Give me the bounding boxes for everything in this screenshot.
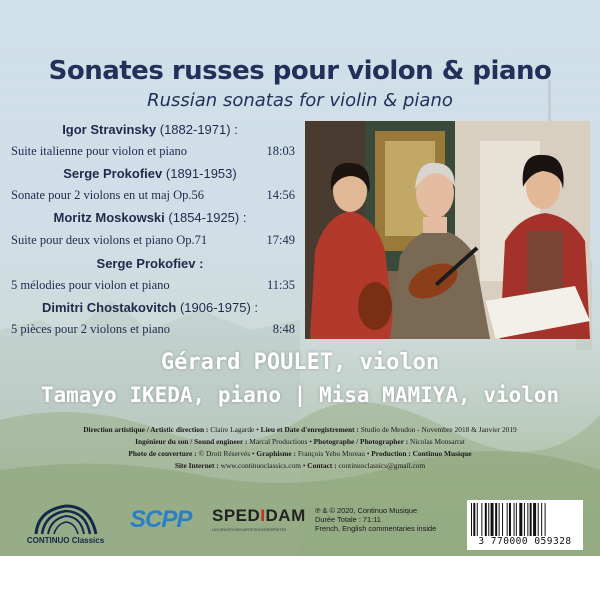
track-row xyxy=(11,144,295,159)
work-title: Suite italienne pour violon et piano xyxy=(11,144,188,158)
work-duration: 17:49 xyxy=(266,233,295,247)
credit-value: Nicolas Monsarrat xyxy=(410,437,465,446)
barcode-bar xyxy=(473,503,475,536)
barcode-bar xyxy=(485,503,487,536)
composer-name: Serge Prokofiev xyxy=(63,166,163,181)
composer-dates: (1882-1971) : xyxy=(159,122,238,137)
composer-dates: (1854-1925) : xyxy=(168,210,247,225)
credit-value: Claire Lagarde xyxy=(210,425,255,434)
continuo-logo xyxy=(18,500,113,548)
barcode-bar xyxy=(488,503,489,536)
work-duration: 14:56 xyxy=(266,188,295,202)
work-title: 5 mélodies pour violon et piano xyxy=(11,278,170,292)
composer-name: Serge Prokofiev : xyxy=(96,256,204,271)
credit-label: Direction artistique / Artistic direction : xyxy=(83,425,209,434)
barcode-bar xyxy=(524,503,525,536)
spedidam-tagline: LES DROITS DES ARTISTES-INTERPRÈTES xyxy=(212,528,287,532)
contact-email[interactable]: continuoclassics@gmail.com xyxy=(338,461,426,470)
continuo-wave-icon xyxy=(18,500,113,536)
album-title: Sonates russes pour violon & piano xyxy=(48,56,552,86)
composer-name: Igor Stravinsky xyxy=(62,122,157,137)
work-duration: 8:48 xyxy=(272,322,295,336)
barcode-bar xyxy=(495,503,497,536)
work-duration: 18:03 xyxy=(266,144,295,158)
track-row xyxy=(11,233,295,248)
credit-label: Photo de couverture : xyxy=(128,449,197,458)
composer-name: Dimitri Chostakovitch xyxy=(41,300,177,315)
track-row xyxy=(11,322,295,337)
barcode-bar xyxy=(491,503,494,536)
composer-heading xyxy=(0,256,300,271)
composer-dates: (1906-1975) : xyxy=(179,300,259,315)
copyright-line: ℗ & © 2020, Continuo Musique xyxy=(315,506,418,515)
barcode-bar xyxy=(527,503,528,536)
credit-label: Graphisme : xyxy=(256,449,296,458)
spedidam-part: SPED xyxy=(212,506,261,525)
performer-line-2: Tamayo IKEDA, piano | Misa MAMIYA, violon xyxy=(40,383,560,407)
scpp-logo: SCPP xyxy=(130,506,192,533)
barcode-bar xyxy=(502,503,503,536)
work-title: Sonate pour 2 violons en ut maj Op.56 xyxy=(11,188,205,202)
barcode-number: 3 770000 059328 xyxy=(478,536,572,547)
website-link[interactable]: www.continuoclassics.com xyxy=(220,461,301,470)
composer-heading xyxy=(0,166,300,181)
barcode-bar xyxy=(533,503,536,536)
performers-photo xyxy=(305,121,590,339)
spedidam-part: DAM xyxy=(265,506,306,525)
spedidam-logo xyxy=(212,506,306,546)
spedidam-wordmark xyxy=(212,506,306,526)
work-duration: 11:35 xyxy=(266,278,295,292)
credits-block xyxy=(0,424,600,472)
barcode-bar xyxy=(481,503,482,536)
composer-name: Moritz Moskowski xyxy=(53,210,165,225)
credit-label: Contact : xyxy=(307,461,337,470)
credits-line: Site Internet : www.continuoclassics.com • Contact : continuoclassics@gmail.com xyxy=(174,461,426,470)
composer-heading xyxy=(0,122,300,137)
barcode-bar xyxy=(499,503,500,536)
credit-value: Continuo Musique xyxy=(412,449,472,458)
barcode-bar xyxy=(507,503,508,536)
continuo-logo-text: CONTINUO Classics xyxy=(26,536,105,545)
spedidam-part: I xyxy=(260,506,266,525)
footer xyxy=(0,496,600,556)
work-title: 5 pièces pour 2 violons et piano xyxy=(11,322,170,336)
credit-label: Site Internet : xyxy=(174,461,219,470)
barcode-bar xyxy=(471,503,472,536)
credit-label: Photographe / Photographer : xyxy=(313,437,409,446)
barcode-bar xyxy=(519,503,522,536)
barcode-bar xyxy=(516,503,517,536)
barcode-bar xyxy=(477,503,478,536)
barcode-bar xyxy=(541,503,542,536)
credit-value: François Yebo Moreau xyxy=(297,449,365,458)
barcode-bars xyxy=(471,503,579,536)
performer-line-1: Gérard POULET, violon xyxy=(160,350,440,375)
credit-value: Marcal Productions xyxy=(249,437,308,446)
photo-illustration xyxy=(305,121,590,339)
commentaries-note: French, English commentaries inside xyxy=(315,524,437,533)
barcode-bar xyxy=(530,503,532,536)
credits-line: Direction artistique / Artistic direction : Claire Lagarde • Lieu et Date d'enregistrement : Studio de Meudon - Novembre 2018 & Janvier 2019 xyxy=(83,425,517,434)
barcode-bar xyxy=(545,503,546,536)
composer-heading xyxy=(0,300,300,315)
legal-info xyxy=(315,506,455,533)
composer-dates: (1891-1953) xyxy=(165,166,237,181)
barcode xyxy=(467,500,583,550)
credit-value: Studio de Meudon - Novembre 2018 & Janvier 2019 xyxy=(360,425,517,434)
barcode-bar xyxy=(509,503,511,536)
credit-label: Lieu et Date d'enregistrement : xyxy=(260,425,359,434)
track-row xyxy=(11,188,295,203)
barcode-bar xyxy=(514,503,515,536)
credits-line: Photo de couverture : © Droit Réservés • Graphisme : François Yebo Moreau • Production : Continuo Musique xyxy=(128,449,472,458)
total-duration: Durée Totale : 71:11 xyxy=(315,515,381,524)
composer-heading xyxy=(0,210,300,225)
credit-label: Production : xyxy=(371,449,411,458)
album-subtitle: Russian sonatas for violin & piano xyxy=(147,90,453,111)
track-row xyxy=(11,278,295,293)
credit-label: Ingénieur du son / Sound engineer : xyxy=(135,437,248,446)
credits-line: Ingénieur du son / Sound engineer : Marcal Productions • Photographe / Photographer : Nicolas Monsarrat xyxy=(135,437,465,446)
work-title: Suite pour deux violons et piano Op.71 xyxy=(11,233,208,247)
barcode-bar xyxy=(538,503,539,536)
credit-value: © Droit Réservés xyxy=(198,449,251,458)
